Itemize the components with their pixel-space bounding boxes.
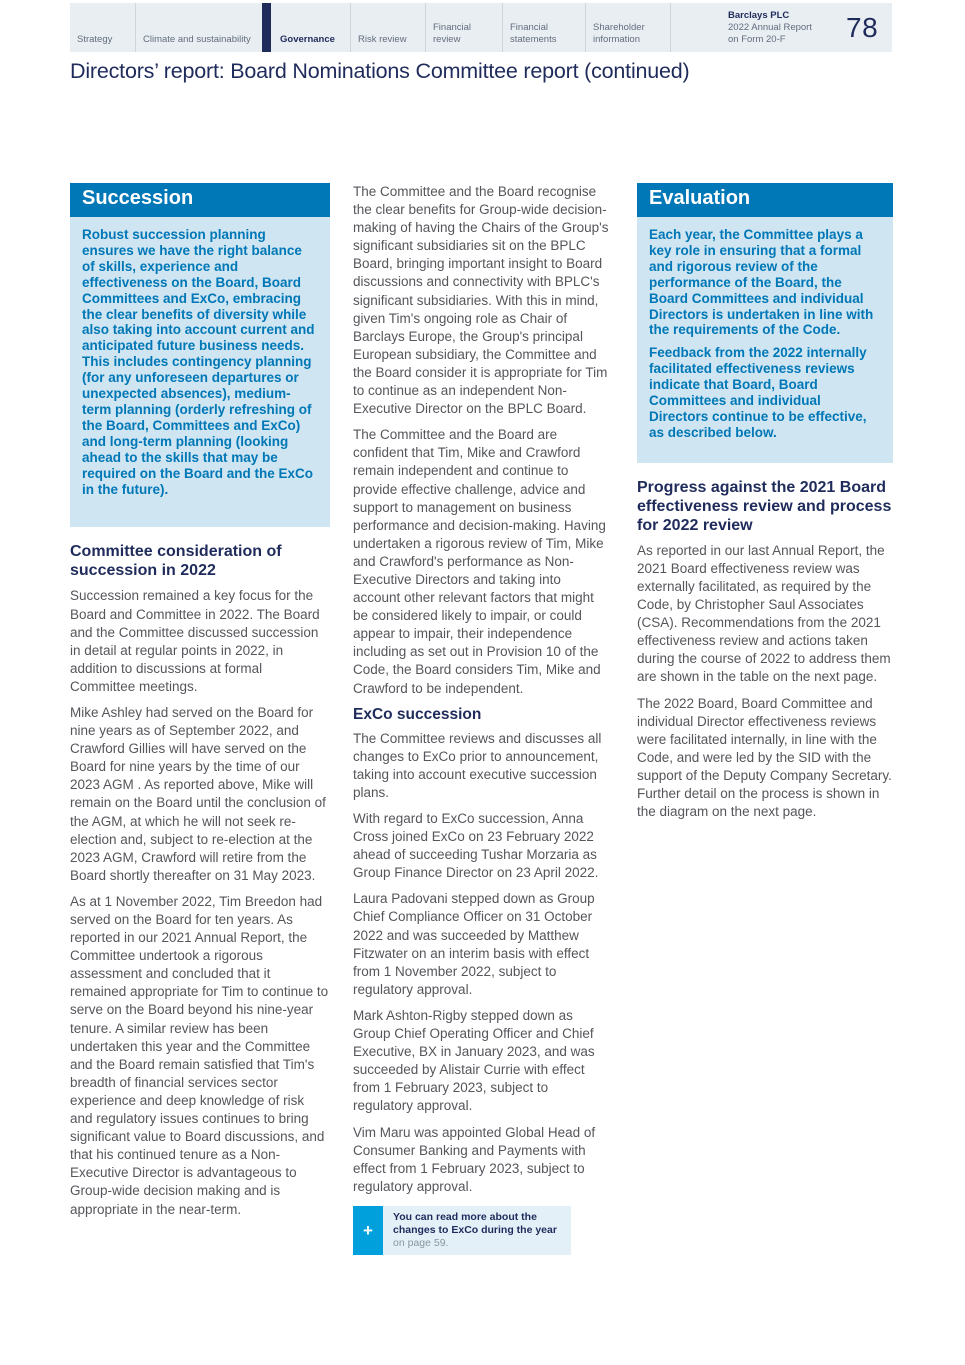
evaluation-box-paragraph: Each year, the Committee plays a key role in ensuring that a formal and rigorous review of the performance of the Board, the Board Committees and individual Directors is undertaken in line with the requirements of the Code. <box>649 227 874 338</box>
tab-risk-review[interactable] <box>350 3 425 52</box>
evaluation-box-paragraph: Feedback from the 2022 internally facilitated effectiveness reviews indicate that Board, Board Committees and individual Directors continue to be effective, as described below. <box>649 345 867 440</box>
succession-highlight-box <box>70 183 330 527</box>
exco-succession-body <box>353 730 611 1196</box>
paragraph: Laura Padovani stepped down as Group Chief Compliance Officer on 31 October 2022 and was succeeded by Matthew Fitzwater on an interim basis with effect from 1 November 2022, subject to regulatory approval. <box>353 891 595 997</box>
tab-climate-and-sustainability[interactable] <box>135 3 262 52</box>
right-column <box>637 183 893 829</box>
middle-column <box>353 183 611 1255</box>
tab-financial-statements[interactable] <box>502 3 585 52</box>
paragraph: Mike Ashley had served on the Board for nine years as of September 2022, and Crawford Gillies will have served on the Board for nine years by the time of our 2023 AGM . As reported above, Mike will remain on the Board until the conclusion of the AGM, at which he will not seek re-election and, subject to re-election at the 2023 AGM, Crawford will retire from the Board shortly thereafter on 31 May 2023. <box>70 704 326 883</box>
tab-label: Financial review <box>433 22 472 45</box>
paragraph: As reported in our last Annual Report, the 2021 Board effectiveness review was externally facilitated, as required by the Code, by Christopher Saul Associates (CSA). Recommendations from the 2021 effectiveness review and actions taken during the course of 2022 to address them are shown in the table on the next page. <box>637 542 891 685</box>
tab-label: Strategy <box>77 33 113 45</box>
page-number: 78 <box>846 11 879 43</box>
brand-company-name: Barclays PLC <box>728 9 790 21</box>
heading-exco-succession: ExCo succession <box>353 705 482 723</box>
brand-report-name: 2022 Annual Report <box>728 21 812 33</box>
evaluation-box-body <box>637 217 893 463</box>
tab-strategy[interactable] <box>70 3 135 52</box>
left-column-body <box>70 587 330 1218</box>
tab-label: Risk review <box>358 33 407 45</box>
heading-committee-consideration: Committee consideration of succession in 2022 <box>70 543 282 580</box>
left-column <box>70 183 330 1227</box>
succession-box-body <box>70 217 330 527</box>
brand-form-name: on Form 20-F <box>728 33 786 45</box>
page-title: Directors’ report: Board Nominations Committee report (continued) <box>70 59 690 83</box>
band-spacer <box>670 3 728 52</box>
page-reference-text <box>383 1206 571 1255</box>
middle-column-body <box>353 183 611 698</box>
tab-governance[interactable] <box>262 3 350 52</box>
page-reference-callout[interactable] <box>353 1206 571 1255</box>
paragraph: The 2022 Board, Board Committee and individual Director effectiveness reviews were facilitated internally, in line with the Code, and were led by the SID with the support of the Deputy Company Secretary. Further detail on the process is shown in the diagram on the next page. <box>637 695 892 820</box>
paragraph: With regard to ExCo succession, Anna Cross joined ExCo on 23 February 2022 ahead of succeeding Tushar Morzaria as Group Finance Director on 23 April 2022. <box>353 811 599 881</box>
paragraph: The Committee reviews and discusses all changes to ExCo prior to announcement, taking into account executive succession plans. <box>353 730 602 800</box>
tab-label: Financial statements <box>510 22 557 45</box>
plus-icon: + <box>353 1206 383 1255</box>
evaluation-box-title: Evaluation <box>637 183 893 217</box>
report-header-band <box>70 3 892 52</box>
paragraph: As at 1 November 2022, Tim Breedon had served on the Board for ten years. As reported in our 2021 Annual Report, the Committee undertook a rigorous assessment and concluded that it remained appropriate for Tim to continue to serve on the Board beyond his nine-year tenure. A similar review has been undertaken this year and the Committee and the Board remain satisfied that Tim's breadth of financial services sector experience and deep knowledge of risk and regulatory issues continues to bring significant value to Board discussions, and that his continued tenure as a Non-Executive Director is advantageous to Group-wide decision making and is appropriate in the near-term. <box>70 893 329 1217</box>
succession-box-title: Succession <box>70 183 330 217</box>
paragraph: Vim Maru was appointed Global Head of Consumer Banking and Payments with effect from 1 February 2023, subject to regulatory approval. <box>353 1124 596 1194</box>
heading-progress-2021-review: Progress against the 2021 Board effectiveness review and process for 2022 review <box>637 478 892 534</box>
paragraph: Succession remained a key focus for the Board and Committee in 2022. The Board and the Committee discussed succession in detail at regular points in 2022, in addition to discussions at formal Committee meetings. <box>70 588 320 694</box>
paragraph: The Committee and the Board are confident that Tim, Mike and Crawford remain independent and continue to provide effective challenge, advice and support to management on business performance and decision-making. Having undertaken a rigorous review of Tim, Mike and Crawford's performance as Non-Executive Directors and taking into account other relevant factors that might be considered likely to impair, or could appear to impair, their independence including as set out in Provision 10 of the Code, the Board considers Tim, Mike and Crawford to be independent. <box>353 427 606 696</box>
paragraph: The Committee and the Board recognise the clear benefits for Group-wide decision-making of having the Chairs of the Group's significant subsidiaries sit on the BPLC Board, bringing important insight to Board discussions and connectivity with BPLC's significant subsidiaries. With this in mind, given Tim's ongoing role as Chair of Barclays Europe, the Group's principal European subsidiary, the Committee and the Board consider it is appropriate for Tim to continue as an independent Non-Executive Director on the BPLC Board. <box>353 184 609 417</box>
evaluation-highlight-box <box>637 183 893 463</box>
tab-label: Governance <box>280 33 335 45</box>
page-reference-bold-text: You can read more about the changes to ExCo during the year <box>393 1210 557 1236</box>
tab-label: Climate and sustainability <box>143 33 251 45</box>
tab-label: Shareholder information <box>593 22 645 45</box>
right-column-body <box>637 542 893 821</box>
tab-financial-review[interactable] <box>425 3 502 52</box>
page-reference-page-link: on page 59. <box>393 1236 449 1249</box>
tab-shareholder-information[interactable] <box>585 3 670 52</box>
paragraph: Mark Ashton-Rigby stepped down as Group Chief Operating Officer and Chief Executive, BX in January 2023, and was succeeded by Alistair Currie with effect from 1 February 2023, subject to regulatory approval. <box>353 1007 595 1114</box>
report-brand-block <box>728 3 846 52</box>
succession-box-paragraph: Robust succession planning ensures we have the right balance of skills, experience and effectiveness on the Board, Board Committees and ExCo, embracing the clear benefits of diversity while also taking into account current and anticipated future business needs. This includes contingency planning (for any unforeseen departures or unexpected absences), medium-term planning (orderly refreshing of the Board, Committees and ExCo) and long-term planning (looking ahead to the skills that may be required on the Board and the ExCo in the future). <box>82 227 315 497</box>
